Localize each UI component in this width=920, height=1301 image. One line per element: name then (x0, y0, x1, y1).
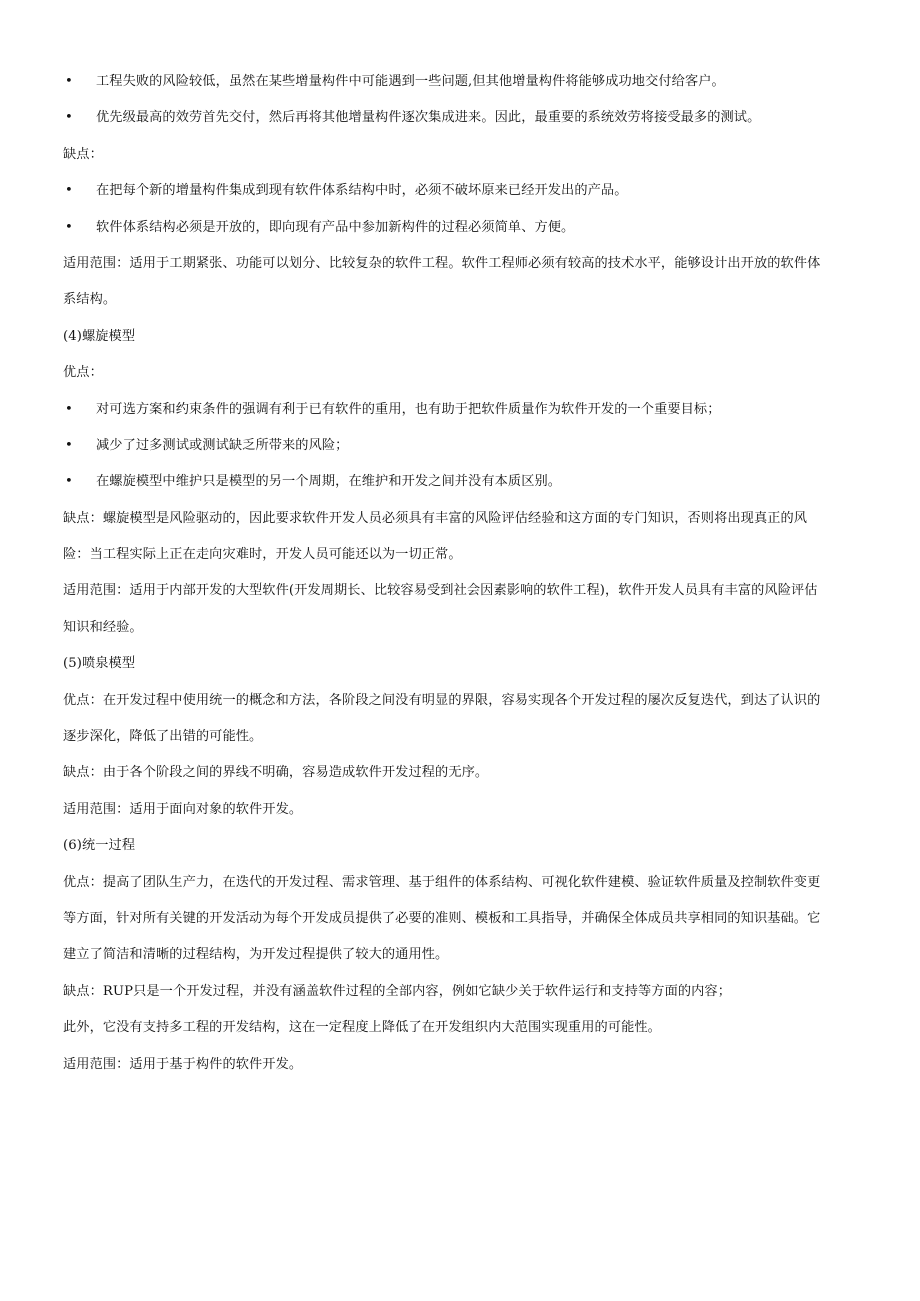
bullet-text: 减少了过多测试或测试缺乏所带来的风险； (96, 437, 349, 453)
bullet-item (63, 428, 858, 464)
text-line: 优点：在开发过程中使用统一的概念和方法，各阶段之间没有明显的界限，容易实现各个开发过程的屡次反复迭代，到达了认识的 (63, 692, 821, 708)
bullet-text: 软件体系结构必须是开放的，即向现有产品中参加新构件的过程必须简单、方便。 (96, 219, 575, 235)
text-line: 缺点：螺旋模型是风险驱动的，因此要求软件开发人员必须具有丰富的风险评估经验和这方面的专门知识，否则将出现真正的风 (63, 510, 808, 526)
bullet-icon: • (65, 219, 73, 235)
text-line: (4)螺旋模型 (63, 328, 136, 344)
text-line: 适用范围：适用于内部开发的大型软件(开发周期长、比较容易受到社会因素影响的软件工程)，软件开发人员具有丰富的风险评估 (63, 583, 818, 599)
text-line: (6)统一过程 (63, 838, 136, 854)
text-line: 缺点： (63, 146, 103, 162)
bullet-item (63, 210, 858, 246)
text-line: 建立了简洁和清晰的过程结构，为开发过程提供了较大的通用性。 (63, 947, 449, 963)
bullet-text: 工程失败的风险较低，虽然在某些增量构件中可能遇到一些问题,但其他增量构件将能够成功地交付给客户。 (96, 74, 725, 89)
text-line: 知识和经验。 (63, 619, 143, 635)
bullet-text: 在螺旋模型中维护只是模型的另一个周期，在维护和开发之间并没有本质区别。 (96, 474, 562, 490)
text-line: 逐步深化，降低了出错的可能性。 (63, 729, 263, 745)
bullet-text: 优先级最高的效劳首先交付，然后再将其他增量构件逐次集成进来。因此，最重要的系统效劳将接受最多的测试。 (96, 110, 761, 126)
bullet-item (63, 64, 858, 100)
text-line: 适用范围：适用于面向对象的软件开发。 (63, 801, 303, 817)
bullet-item (63, 173, 858, 209)
text-line: 此外，它没有支持多工程的开发结构，这在一定程度上降低了在开发组织内大范围实现重用的可能性。 (63, 1020, 661, 1036)
bullet-icon: • (65, 474, 73, 490)
text-line: 缺点：RUP只是一个开发过程，并没有涵盖软件过程的全部内容，例如它缺少关于软件运行和支持等方面的内容； (63, 983, 732, 999)
bullet-icon: • (65, 401, 73, 417)
document-page (63, 64, 858, 1083)
text-line: 险：当工程实际上正在走向灾难时，开发人员可能还以为一切正常。 (63, 547, 462, 563)
text-line: 等方面，针对所有关键的开发活动为每个开发成员提供了必要的准则、模板和工具指导，并确保全体成员共享相同的知识基础。它 (63, 910, 821, 926)
bullet-item (63, 100, 858, 136)
bullet-item (63, 392, 858, 428)
text-line: 缺点：由于各个阶段之间的界线不明确，容易造成软件开发过程的无序。 (63, 765, 489, 781)
bullet-icon: • (65, 437, 73, 453)
bullet-icon: • (65, 74, 73, 89)
bullet-icon: • (65, 183, 73, 199)
bullet-item (63, 464, 858, 500)
text-line: 适用范围：适用于基于构件的软件开发。 (63, 1056, 303, 1072)
text-line: 系结构。 (63, 292, 117, 308)
bullet-text: 在把每个新的增量构件集成到现有软件体系结构中时，必须不破坏原来已经开发出的产品。 (96, 183, 628, 199)
bullet-icon: • (65, 110, 73, 126)
text-line: (5)喷泉模型 (63, 656, 136, 672)
text-line: 优点： (63, 365, 103, 381)
bullet-text: 对可选方案和约束条件的强调有利于已有软件的重用，也有助于把软件质量作为软件开发的一个重要目标； (96, 401, 721, 417)
text-line: 优点：提高了团队生产力，在迭代的开发过程、需求管理、基于组件的体系结构、可视化软件建模、验证软件质量及控制软件变更 (63, 874, 821, 890)
text-line: 适用范围：适用于工期紧张、功能可以划分、比较复杂的软件工程。软件工程师必须有较高的技术水平，能够设计出开放的软件体 (63, 255, 821, 271)
